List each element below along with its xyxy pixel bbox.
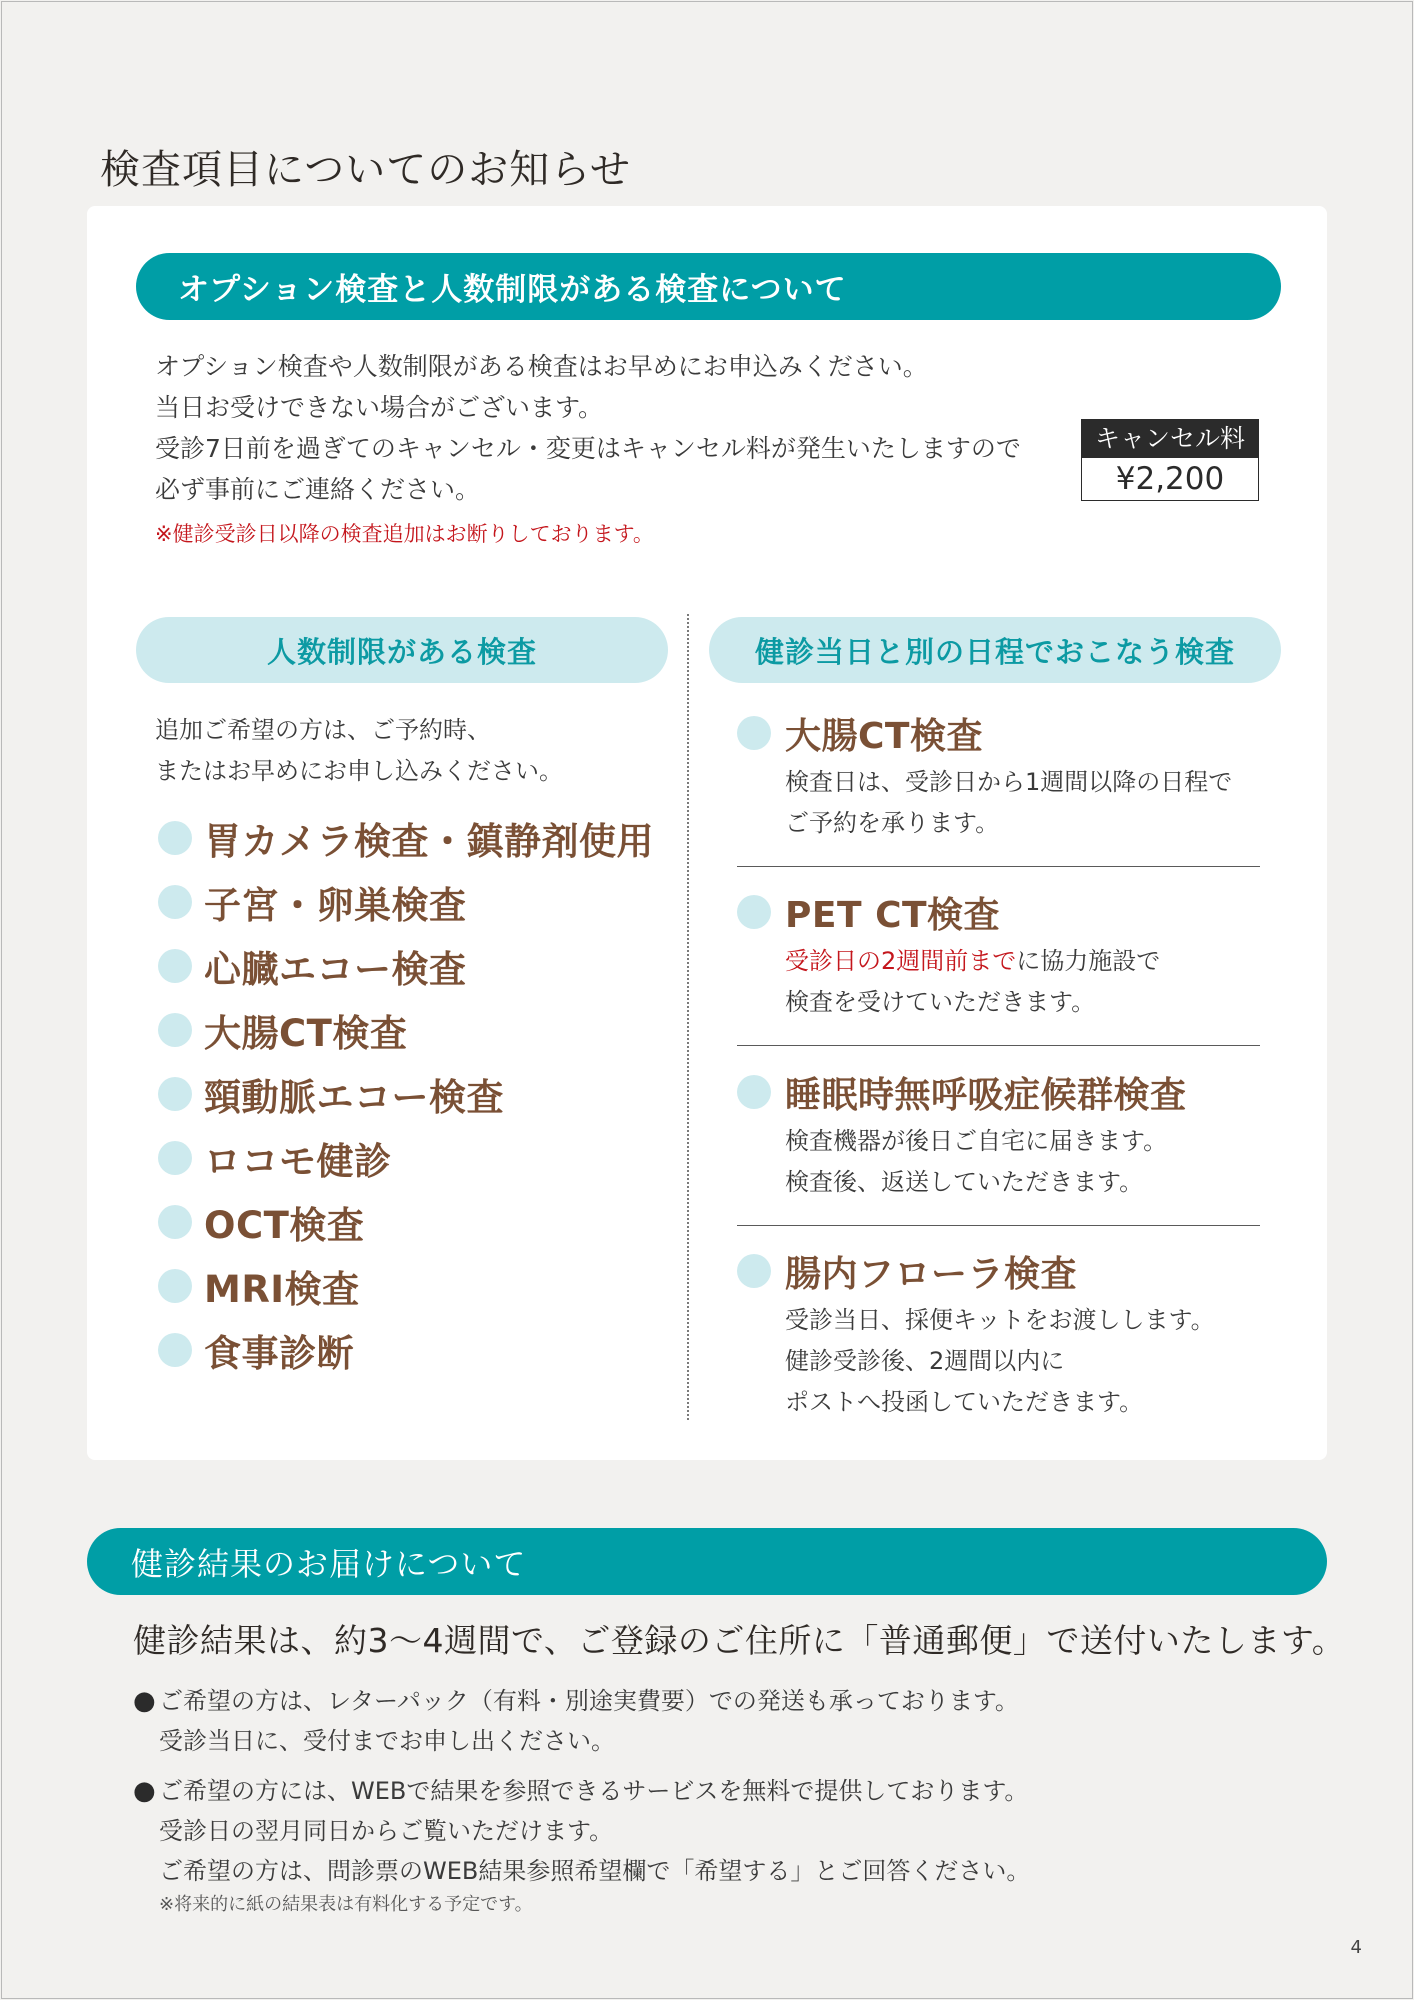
exam-name: ロコモ健診 [204,1140,392,1183]
exam-detail: ご予約を承ります。 [785,809,1000,837]
results-bullets [133,1681,1030,1929]
cancel-fee-label: キャンセル料 [1082,420,1258,458]
bullet-dot-icon [737,1254,771,1288]
bullet-circle-icon: ● [133,1686,156,1716]
description-line: またはお早めにお申し込みください。 [155,757,563,785]
page-title: 検査項目についてのお知らせ [100,147,631,193]
list-item [158,1190,654,1254]
column-divider [687,614,689,1420]
exam-name: OCT検査 [204,1204,365,1247]
bullet-dot-icon [158,949,192,983]
list-item [158,998,654,1062]
separate-exam-sleep-apnea [737,1065,1257,1203]
deadline-highlight: 受診日の2週間前まで [785,947,1017,975]
divider-line [737,866,1260,867]
exam-name: 食事診断 [204,1332,354,1375]
bullet-item [133,1681,1030,1761]
cancel-fee-box [1081,419,1259,501]
results-lead-text: 健診結果は、約3～4週間で、ご登録のご住所に「普通郵便」で送付いたします。 [133,1621,1346,1660]
bullet-line: ご希望の方には、WEBで結果を参照できるサービスを無料で提供しております。 [159,1777,1029,1805]
bullet-line: ご希望の方は、問診票のWEB結果参照希望欄で「希望する」とご回答ください。 [159,1857,1031,1885]
list-item [158,1318,654,1382]
limited-exams-description [155,710,563,792]
separate-exam-gut-flora [737,1244,1257,1423]
section-header-options-label: オプション検査と人数制限がある検査について [178,272,847,308]
separate-exam-pet-ct [737,885,1257,1023]
exam-detail: 健診受診後、2週間以内に [785,1347,1065,1375]
exam-detail [785,941,1257,982]
exam-name: MRI検査 [204,1268,360,1311]
exam-title: 大腸CT検査 [785,715,983,757]
separate-day-exams-header: 健診当日と別の日程でおこなう検査 [709,617,1281,683]
intro-line: 必ず事前にご連絡ください。 [155,475,481,504]
exam-detail-rest: に協力施設で [1016,947,1161,975]
exam-title: 腸内フローラ検査 [785,1253,1078,1295]
exam-detail: 検査日は、受診日から1週間以降の日程で [785,768,1233,796]
divider-line [737,1045,1260,1046]
bullet-dot-icon [158,1205,192,1239]
bullet-dot-icon [158,821,192,855]
options-intro [155,346,1021,510]
bullet-circle-icon: ● [133,1776,156,1806]
bullet-dot-icon [158,1077,192,1111]
exam-detail: 検査機器が後日ご自宅に届きます。 [785,1127,1168,1155]
exam-title: PET CT検査 [785,894,1001,936]
intro-line: 受診7日前を過ぎてのキャンセル・変更はキャンセル料が発生いたしますので [155,434,1021,463]
list-item [158,1254,654,1318]
exam-detail: 検査後、返送していただきます。 [785,1168,1144,1196]
bullet-line: ご希望の方は、レターパック（有料・別途実費要）での発送も承っております。 [159,1687,1019,1715]
intro-line: オプション検査や人数制限がある検査はお早めにお申込みください。 [155,352,928,381]
bullet-dot-icon [158,1333,192,1367]
exam-name: 心臓エコー検査 [204,948,467,991]
list-item [158,1126,654,1190]
section-header-options [136,253,1281,320]
exam-title: 睡眠時無呼吸症候群検査 [785,1074,1187,1116]
exam-name: 頸動脈エコー検査 [204,1076,504,1119]
list-item [158,934,654,998]
limited-exams-header: 人数制限がある検査 [136,617,668,683]
limited-exams-list [158,806,654,1382]
exam-name: 大腸CT検査 [204,1012,408,1055]
separate-exam-colon-ct [737,706,1257,844]
section-header-results [87,1528,1327,1595]
divider-line [737,1225,1260,1226]
bullet-dot-icon [158,1269,192,1303]
exam-detail: 受診当日、採便キットをお渡しします。 [785,1306,1215,1334]
list-item [158,870,654,934]
exam-detail: 検査を受けていただきます。 [785,988,1096,1016]
future-fee-note: ※将来的に紙の結果表は有料化する予定です。 [159,1894,533,1915]
description-line: 追加ご希望の方は、ご予約時、 [155,716,491,744]
bullet-dot-icon [158,1141,192,1175]
bullet-dot-icon [737,895,771,929]
bullet-dot-icon [158,885,192,919]
bullet-line: 受診日の翌月同日からご覧いただけます。 [159,1817,614,1845]
exam-detail: ポストへ投函していただきます。 [785,1388,1144,1416]
bullet-item [133,1771,1030,1919]
bullet-line: 受診当日に、受付までお申し出ください。 [159,1727,615,1755]
exam-name: 子宮・卵巣検査 [204,884,467,927]
additional-exam-note: ※健診受診日以降の検査追加はお断りしております。 [155,522,654,546]
page-number: 4 [1350,1937,1362,1958]
list-item [158,1062,654,1126]
list-item [158,806,654,870]
section-header-results-label: 健診結果のお届けについて [131,1544,527,1583]
cancel-fee-value: ¥2,200 [1115,461,1225,497]
bullet-dot-icon [158,1013,192,1047]
exam-name: 胃カメラ検査・鎮静剤使用 [204,820,654,863]
bullet-dot-icon [737,716,771,750]
intro-line: 当日お受けできない場合がございます。 [155,393,604,422]
bullet-dot-icon [737,1075,771,1109]
